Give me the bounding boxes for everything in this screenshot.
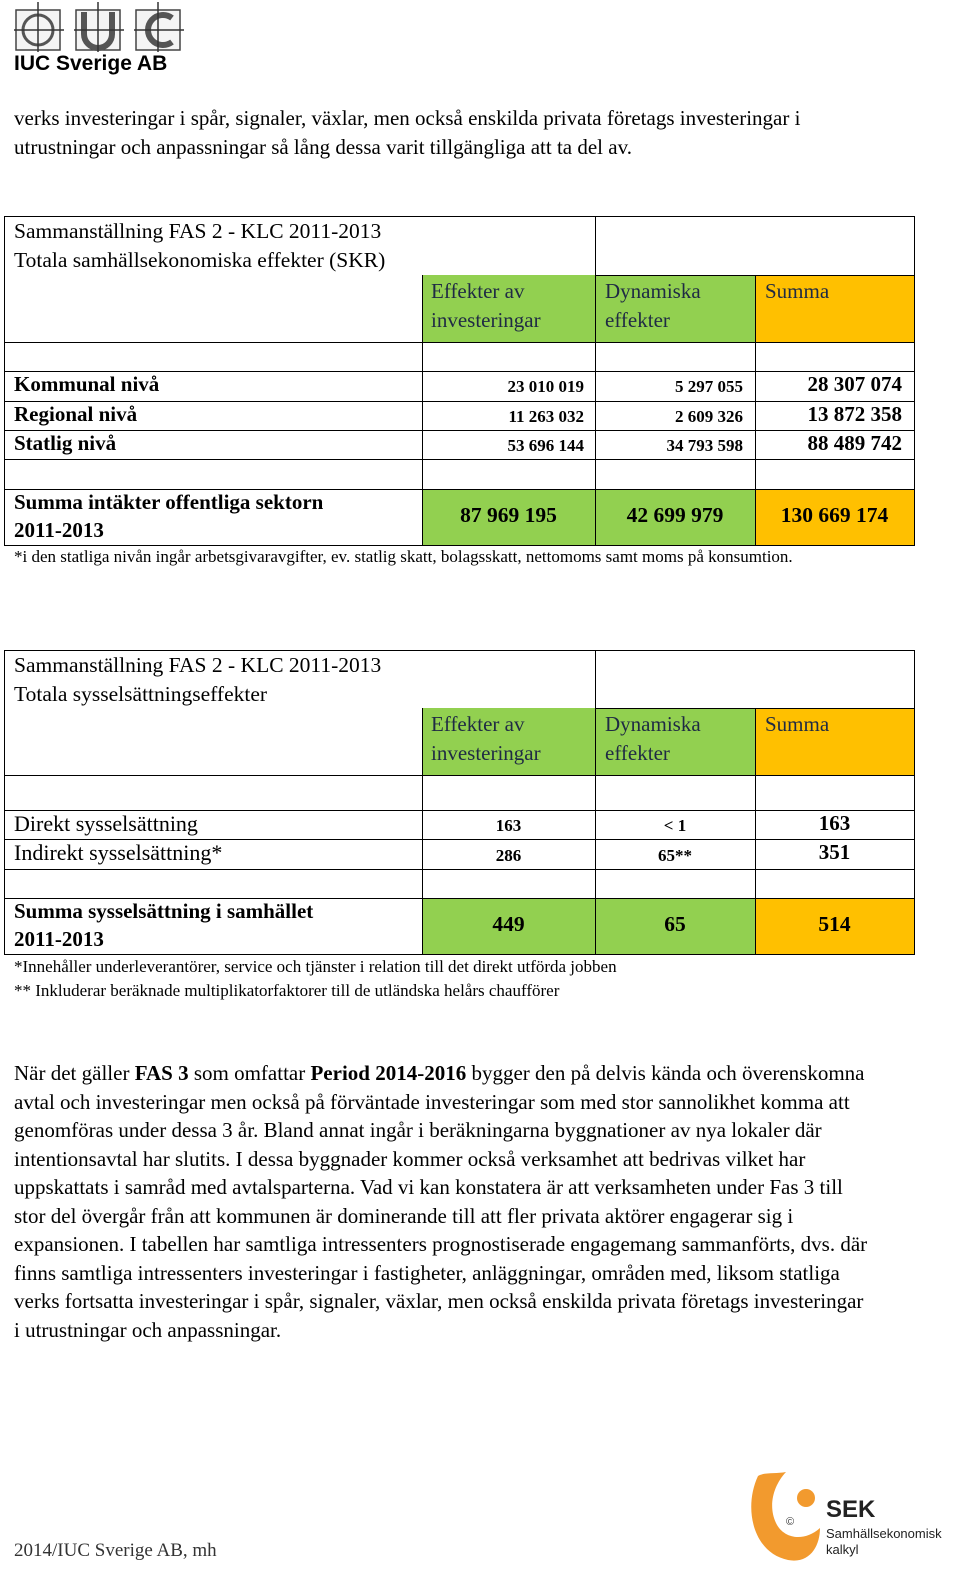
cell-dynamiska: 34 793 598 — [666, 436, 743, 455]
cell-effekter: 163 — [495, 816, 522, 835]
total-label: Summa sysselsättning i samhället — [14, 899, 314, 923]
grid-line — [914, 216, 915, 546]
body-text: som omfattar — [188, 1061, 311, 1085]
cell-dynamiska: 2 609 326 — [675, 407, 743, 426]
total-summa: 130 669 174 — [780, 503, 889, 527]
cell-effekter: 11 263 032 — [508, 407, 584, 426]
grid-line — [4, 342, 914, 343]
cell-effekter: 23 010 019 — [507, 377, 584, 396]
sek-logo-title: SEK — [826, 1496, 876, 1523]
col-header-dynamiska: Dynamiska effekter — [605, 712, 701, 765]
row-label: Statlig nivå — [14, 431, 117, 455]
intro-paragraph: verks investeringar i spår, signaler, växlar, men också enskilda privata företags investeringar i utrustningar och anpassningar så lång dessa varit tillgängliga att ta del av. — [14, 106, 801, 159]
cell-dynamiska: 5 297 055 — [675, 377, 743, 396]
grid-line — [4, 459, 914, 460]
row-label: Indirekt sysselsättning* — [14, 840, 223, 865]
total-effekter: 87 969 195 — [460, 503, 557, 527]
grid-line — [4, 650, 5, 955]
total-label-years: 2011-2013 — [14, 927, 104, 951]
total-effekter: 449 — [492, 912, 525, 936]
row-label: Regional nivå — [14, 402, 138, 426]
copyright-mark: © — [786, 1516, 795, 1528]
footer-text: 2014/IUC Sverige AB, mh — [14, 1540, 217, 1561]
grid-line — [4, 954, 914, 955]
cell-dynamiska: < 1 — [663, 816, 687, 835]
cell-dynamiska: 65** — [658, 846, 692, 865]
body-text: bygger den på delvis kända och överenskomna avtal och investeringar men också på förväntade investeringar som med stor sannolikhet komma att genomföras under dessa 3 år. Bland annat ingår i beräkningarna byggnationer av nya lokaler där intentionsavtal har slutits. I dessa byggnader kommer också verksamhet att bedrivas vilket har uppskattats i samråd med avtalsparterna. Vad vi kan konstatera är att verksamheten under Fas 3 till stor del övergår från att kommunen är dominerande till att fler privata aktörer engagerar sig i expansionen. I tabellen har samtliga intressenters prognostiserade engagemang sammanförts, dvs. där finns samtliga intressenters investeringar i fastigheter, anläggningar, områden med, liksom statliga verks fortsatta investeringar i spår, signaler, växlar, men också enskilda privata företags investeringar i utrustningar och anpassningar. — [14, 1061, 868, 1342]
row-label: Kommunal nivå — [14, 372, 160, 396]
cell-summa: 163 — [818, 811, 851, 835]
grid-line — [4, 216, 5, 546]
grid-line — [4, 869, 914, 870]
company-name: IUC Sverige AB — [14, 52, 168, 75]
table1-title: Sammanställning FAS 2 - KLC 2011-2013 — [14, 219, 382, 243]
sek-logo-line2: kalkyl — [826, 1542, 859, 1557]
sek-logo — [748, 1468, 948, 1573]
body-text: När det gäller — [14, 1061, 135, 1085]
cell-summa: 351 — [818, 840, 851, 864]
col-header-effekter: Effekter av investeringar — [431, 279, 541, 332]
table1-footnote: *i den statliga nivån ingår arbetsgivaravgifter, ev. statlig skatt, bolagsskatt, nettomoms samt moms på konsumtion. — [14, 547, 793, 566]
sek-logo-line1: Samhällsekonomisk — [826, 1526, 942, 1541]
total-dynamiska: 42 699 979 — [626, 503, 724, 527]
body-bold-period: Period 2014-2016 — [310, 1061, 467, 1085]
cell-summa: 28 307 074 — [807, 372, 902, 396]
grid-line — [4, 775, 914, 776]
grid-line — [914, 650, 915, 955]
col-header-dynamiska: Dynamiska effekter — [605, 279, 701, 332]
cell-summa: 13 872 358 — [807, 402, 902, 426]
table2-footnote-1: *Innehåller underleverantörer, service och tjänster i relation till det direkt utförda jobben — [14, 957, 617, 976]
total-label: Summa intäkter offentliga sektorn — [14, 490, 324, 514]
cell-effekter: 53 696 144 — [507, 436, 584, 455]
body-bold-fas3: FAS 3 — [134, 1061, 189, 1085]
col-header-summa: Summa — [765, 279, 830, 303]
grid-line — [595, 650, 596, 955]
total-summa: 514 — [818, 912, 851, 936]
table2-title: Sammanställning FAS 2 - KLC 2011-2013 — [14, 653, 382, 677]
table1-subtitle: Totala samhällsekonomiska effekter (SKR) — [14, 248, 386, 272]
body-paragraph — [14, 1059, 874, 1344]
cell-summa: 88 489 742 — [807, 431, 902, 455]
col-header-effekter: Effekter av investeringar — [431, 712, 541, 765]
table2-subtitle: Totala sysselsättningseffekter — [14, 682, 268, 706]
row-label: Direkt sysselsättning — [14, 811, 198, 836]
col-header-summa: Summa — [765, 712, 830, 736]
total-label-years: 2011-2013 — [14, 518, 104, 542]
table2-footnote-2: ** Inkluderar beräknade multiplikatorfaktorer till de utländska helårs chaufförer — [14, 981, 560, 1000]
iuc-logo — [14, 2, 184, 57]
total-dynamiska: 65 — [664, 912, 686, 936]
cell-effekter: 286 — [495, 846, 522, 865]
